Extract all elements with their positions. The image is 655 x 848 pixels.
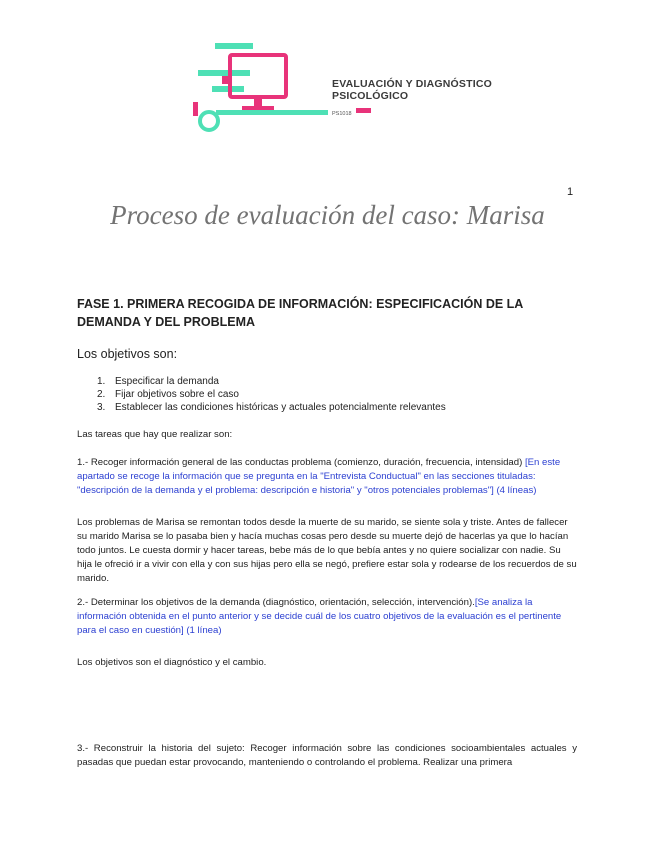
logo-title-line2: PSICOLÓGICO xyxy=(332,90,409,102)
task-2-note: [Se analiza la información obtenida en el punto anterior y se decide cuál de los cuatro objetivos de la evaluación es el pertinente para el caso en cuestión] (1 línea) xyxy=(77,597,562,636)
objectives-list xyxy=(77,375,577,414)
course-code: PS1018 xyxy=(332,111,352,117)
list-item-text: Especificar la demanda xyxy=(115,376,219,387)
page-number: 1 xyxy=(567,186,574,198)
objectives-answer: Los objetivos son el diagnóstico y el cambio. xyxy=(77,657,267,668)
course-logo xyxy=(190,38,570,143)
logo-title-line1: EVALUACIÓN Y DIAGNÓSTICO xyxy=(332,78,492,90)
tasks-intro: Las tareas que hay que realizar son: xyxy=(77,429,233,440)
list-item xyxy=(77,388,577,401)
computer-logo-icon xyxy=(190,38,335,143)
task-2 xyxy=(77,596,577,638)
document-title: Proceso de evaluación del caso: Marisa xyxy=(110,200,545,230)
task-1-note: [En este apartado se recoge la información que se pregunta en la "Entrevista Conductual" en las secciones tituladas: "descripción de la demanda y el problema: descripción e historia" y "otros potenciales problemas"] (4 líneas) xyxy=(77,457,561,496)
objectives-intro: Los objetivos son: xyxy=(77,347,178,361)
list-item-number: 1. xyxy=(97,376,106,387)
task-1-text: 1.- Recoger información general de las conductas problema (comienzo, duración, frecuencia, intensidad) xyxy=(77,457,525,468)
list-item-text: Establecer las condiciones históricas y actuales potencialmente relevantes xyxy=(115,402,446,413)
task-3: 3.- Reconstruir la historia del sujeto: Recoger información sobre las condiciones socioambientales actuales y pasadas que puedan estar provocando, manteniendo o controlando el problema. Realizar una primera xyxy=(77,743,577,768)
list-item xyxy=(77,401,577,414)
list-item-number: 2. xyxy=(97,389,106,400)
problems-paragraph: Los problemas de Marisa se remontan todos desde la muerte de su marido, se siente sola y triste. Antes de fallecer su marido Marisa se lo pasaba bien y hacía muchas cosas pero desde su muerte dejó de hacerlas ya que lo hacían todo juntos. Le cuesta dormir y hacer tareas, bebe más de lo que bebía antes y no quiere socializar con nadie. Su hija le ofreció ir a vivir con ella y con sus hijas pero ella se negó, prefiere estar sola y rodearse de los recuerdos de su marido. xyxy=(77,517,577,584)
phase-heading: FASE 1. PRIMERA RECOGIDA DE INFORMACIÓN: ESPECIFICACIÓN DE LA DEMANDA Y DEL PROBLEMA xyxy=(77,297,523,329)
list-item xyxy=(77,375,577,388)
document-body xyxy=(77,295,577,670)
list-item-text: Fijar objetivos sobre el caso xyxy=(115,389,239,400)
list-item-number: 3. xyxy=(97,402,106,413)
task-1 xyxy=(77,456,577,498)
course-code-bar xyxy=(356,108,371,113)
task-2-text: 2.- Determinar los objetivos de la demanda (diagnóstico, orientación, selección, intervención). xyxy=(77,597,475,608)
